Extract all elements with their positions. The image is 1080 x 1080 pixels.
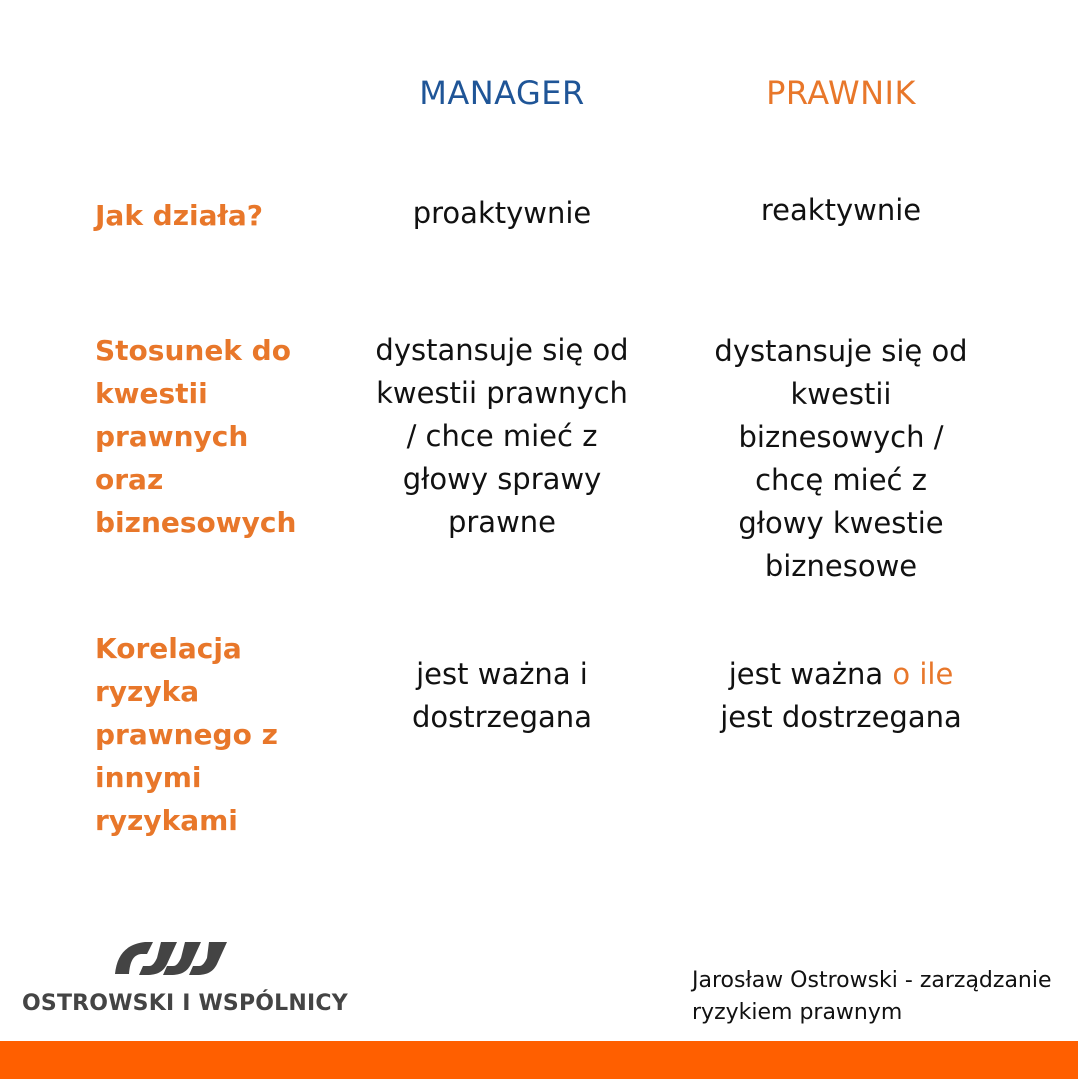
row-label-correlation [95,627,315,842]
row-label-line: innymi [95,761,202,794]
cell-line: dystansuje się od [375,333,629,367]
brand-name: OSTROWSKI I WSPÓLNICY [22,991,348,1016]
row-label-line: ryzykami [95,804,238,837]
row-label-attitude [95,329,315,544]
row-label-line: Korelacja [95,632,242,665]
cell-line: kwestii prawnych [376,376,628,410]
prawnik-attitude-cell [696,330,986,588]
cell-text: jest ważna [728,657,893,691]
cell-line: biznesowe [764,549,918,583]
cell-accent-text: o ile [892,657,954,691]
cell-line: jest dostrzegana [720,700,962,734]
cell-line: kwestii [790,377,892,411]
author-credit [692,965,1072,1029]
row-label-how-acts [95,194,315,237]
prawnik-column-header: PRAWNIK [766,74,916,112]
row-label-line: Jak działa? [95,199,264,232]
cell-line: / chce mieć z [406,419,598,453]
manager-how-acts-cell [357,192,647,235]
ow-logo-stripes-icon [113,940,231,976]
manager-attitude-cell [357,329,647,544]
cell-line: chcę mieć z [755,463,927,497]
prawnik-correlation-cell [696,653,986,739]
cell-line: prawne [447,505,557,539]
row-label-line: kwestii [95,377,208,410]
cell-line [696,653,986,696]
credit-line: ryzykiem prawnym [692,1000,903,1025]
row-label-line: oraz [95,463,164,496]
manager-column-header: MANAGER [419,74,585,112]
cell-line: jest ważna i [416,657,588,691]
prawnik-how-acts-cell [696,189,986,232]
row-label-line: prawnych [95,420,249,453]
cell-line: głowy sprawy [402,462,602,496]
row-label-line: Stosunek do [95,334,291,367]
cell-line: biznesowych / [738,420,944,454]
cell-line: głowy kwestie [738,506,944,540]
footer-orange-bar [0,1041,1078,1079]
cell-line: dystansuje się od [714,334,968,368]
cell-line: proaktywnie [412,196,592,230]
row-label-line: ryzyka [95,675,200,708]
cell-line: reaktywnie [760,193,922,227]
row-label-line: prawnego z [95,718,278,751]
manager-correlation-cell [357,653,647,739]
cell-line: dostrzegana [412,700,592,734]
row-label-line: biznesowych [95,506,297,539]
credit-line: Jarosław Ostrowski - zarządzanie [692,968,1052,993]
